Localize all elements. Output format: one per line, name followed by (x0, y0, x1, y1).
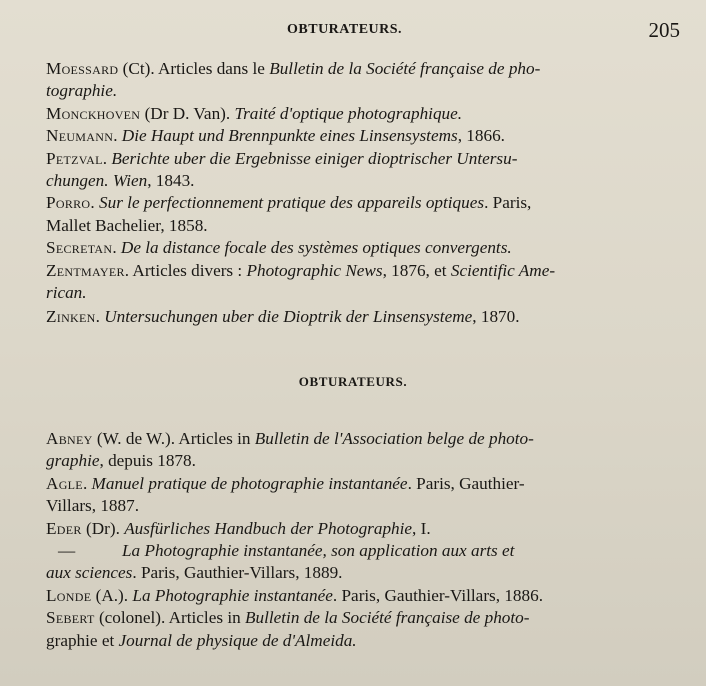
entry-details: . Paris, Gauthier-Villars, 1889. (132, 563, 343, 583)
entry-note: (Dr D. Van). (140, 103, 235, 123)
entry-abney (46, 428, 678, 473)
entry-note: (A.). (91, 585, 133, 605)
entry-title: Manuel pratique de photographie instantanée (91, 473, 408, 493)
running-title: OBTURATEURS. (287, 22, 403, 37)
entry-moessard (46, 58, 678, 103)
entry-title-2: Scientific Ame- (450, 260, 556, 280)
entry-title: Bulletin de la Société française de pho- (269, 59, 541, 78)
entry-title: Ausfürliches Handbuch der Photographie (124, 518, 413, 538)
entry-title: Die Haupt und Brennpunkte eines Linsensystems (121, 126, 458, 146)
entry-details: , depuis 1878. (99, 451, 196, 471)
entry-author: Neumann (46, 126, 114, 146)
entry-author: Londe (46, 585, 92, 605)
entry-note: (colonel). Articles in (94, 608, 245, 628)
entry-title: Photographic News (246, 260, 383, 280)
entry-details: , 1870. (472, 307, 520, 327)
entry-note: (Ct). Articles dans le (118, 59, 270, 78)
entry-porro (46, 192, 678, 237)
entry-title: Traité d'optique photographique. (234, 103, 463, 123)
entry-author: Porro (46, 193, 91, 213)
entry-note: . (82, 473, 92, 493)
entry-eder (46, 518, 678, 540)
section-heading: OBTURATEURS. (298, 374, 408, 389)
entry-note: . (90, 193, 99, 213)
entry-author: Petzval (46, 148, 103, 168)
entry-sebert (46, 607, 678, 652)
entry-title-cont: tographie. (46, 81, 118, 101)
entry-agle (46, 473, 678, 518)
entry-note: . (95, 307, 105, 327)
entry-zentmayer (46, 260, 678, 305)
entry-details: , 1843. (147, 171, 195, 191)
entry-details: , I. (412, 518, 431, 538)
entry-londe (46, 585, 678, 607)
entry-title: La Photographie instantanée (132, 585, 333, 605)
entry-details: . Paris, (484, 193, 532, 213)
entry-title-cont: rican. (46, 283, 87, 303)
entry-author: Zinken (46, 307, 96, 327)
entry-title-cont: chungen. Wien (46, 171, 148, 191)
entry-author: Moessard (46, 59, 119, 78)
entry-title: Sur le perfectionnement pratique des appareils optiques (99, 193, 485, 213)
entry-title-2: Journal de physique de d'Almeida. (118, 630, 357, 650)
entry-author: Eder (46, 518, 82, 538)
entry-neumann (46, 125, 678, 147)
entry-title: La Photographie instantanée, son application aux arts et (122, 541, 515, 561)
entry-title-cont: graphie (46, 451, 100, 471)
entry-author: Abney (46, 429, 93, 448)
entry-zinken (46, 306, 678, 328)
entry-details-cont: Mallet Bachelier, 1858. (46, 215, 208, 235)
entry-details: , 1876, et (382, 260, 451, 280)
entry-title-cont: aux sciences (46, 563, 133, 583)
entry-details: . Paris, Gauthier- (407, 473, 525, 493)
entry-note: (Dr). (81, 518, 125, 538)
entry-note: . (102, 148, 112, 168)
entry-details: . Paris, Gauthier-Villars, 1886. (332, 585, 543, 605)
entry-title: Bulletin de l'Association belge de photo- (254, 429, 534, 448)
page-number: 205 (648, 18, 680, 42)
entry-author: Secretan (46, 238, 113, 258)
entry-title: De la distance focale des systèmes optiques convergents. (120, 238, 512, 258)
entry-details-cont: Villars, 1887. (46, 496, 140, 516)
entry-note: . Articles divers : (124, 260, 247, 280)
entry-petzval (46, 148, 678, 193)
entry-author: Sebert (46, 608, 95, 628)
entry-details-cont: graphie et (46, 630, 119, 650)
entry-monckhoven (46, 103, 678, 125)
entry-eder-ditto (46, 540, 678, 585)
entry-secretan (46, 237, 678, 259)
running-head (0, 18, 706, 44)
entry-note: . (113, 126, 122, 146)
entry-author: Agle (46, 473, 83, 493)
entry-author: Zentmayer (46, 260, 125, 280)
bibliography-bottom (46, 428, 678, 652)
ditto-dash: — (58, 541, 76, 561)
entry-note: (W. de W.). Articles in (92, 429, 255, 448)
entry-note: . (112, 238, 121, 258)
entry-author: Monckhoven (46, 103, 141, 123)
entry-details: , 1866. (457, 126, 505, 146)
bibliography-top (46, 58, 678, 329)
entry-title: Berichte uber die Ergebnisse einiger dioptrischer Untersu- (111, 148, 518, 168)
entry-title: Bulletin de la Société française de photo- (245, 608, 530, 628)
entry-title: Untersuchungen uber die Dioptrik der Linsensysteme (104, 307, 473, 327)
